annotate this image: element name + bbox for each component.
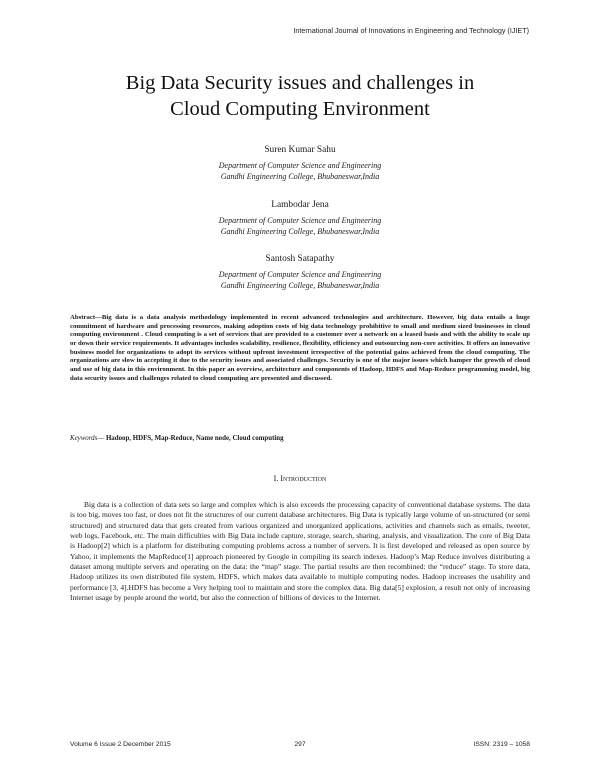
keywords-dash: —: [97, 435, 106, 442]
author-college: Gandhi Engineering College, Bhubaneswar,India: [220, 226, 380, 236]
author-name: Santosh Satapathy: [265, 254, 335, 264]
author-name: Suren Kumar Sahu: [264, 145, 336, 155]
author-department: Department of Computer Science and Engineering: [218, 161, 382, 170]
journal-header: International Journal of Innovations in Engineering and Technology (IJIET): [293, 26, 529, 35]
footer-issn: ISSN: 2319 – 1058: [473, 741, 530, 748]
keywords-value: Hadoop, HDFS, Map-Reduce, Name node, Cloud computing: [105, 435, 284, 442]
footer-volume: Volume 6 Issue 2 December 2015: [70, 741, 171, 748]
author-college: Gandhi Engineering College, Bhubaneswar,India: [220, 171, 380, 181]
keywords: [70, 435, 530, 442]
title-line-2: Cloud Computing Environment: [170, 98, 430, 120]
author-name: Lambodar Jena: [271, 200, 329, 210]
introduction-paragraph: Big data is a collection of data sets so large and complex which is also exceeds the processing capacity of conventional database systems. The data is too big, moves too fast, or does not fit the structures of our current database architectures. Big Data is typically large volume of un-structured (or semi structured) and structured data that gets created from various organized and unorganized applications, activities and channels such as emails, tweeter, web logs, Facebook, etc. The main difficulties with Big Data include capture, storage, search, sharing, analysis, and visualization. The core of Big Data is Hadoop[2] which is a platform for distributing computing problems across a number of servers. It is first developed and released as open source by Yahoo, it implements the MapReduce[1] approach pioneered by Google in compiling its search indexes. Hadoop’s Map Reduce involves distributing a dataset among multiple servers and operating on the data: the “map” stage. The partial results are then recombined: the “reduce” stage. To store data, Hadoop utilizes its own distributed file system, HDFS, which makes data available to multiple computing nodes. Hadoop increases the usability and performance [3, 4].HDFS has become a Very helping tool to maintain and store the complex data. Big data[5] explosion, a result not only of increasing Internet usage by people around the world, but also the connection of billions of devices to the Internet.: [70, 500, 530, 603]
keywords-label: Keywords: [70, 435, 98, 442]
section-title: Introduction: [280, 474, 327, 483]
author-college: Gandhi Engineering College, Bhubaneswar,India: [220, 280, 380, 290]
author-block-2: [0, 199, 600, 238]
footer-page-number: 297: [294, 741, 306, 748]
paper-title: [0, 70, 600, 122]
section-heading: [0, 474, 600, 483]
section-number: I.: [273, 474, 281, 483]
abstract: Abstract—Big data is a data analysis methodology implemented in recent advanced technologies and architecture. However, big data entails a huge commitment of hardware and processing resources, making adoption costs of big data technology prohibitive to small and medium sized businesses in cloud computing environment . Cloud computing is a set of services that are provided to a customer over a network on a leased basis and with the ability to scale up or down their service requirements. It advantages includes scalability, resilience, flexibility, efficiency and outsourcing non-core activities. It offers an innovative business model for organizations to adopt its services without upfront investment irrespective of the potential gains achieved from the cloud computing. The organizations are slow in accepting it due to the security issues and associated challenges. Security is one of the major issues which hamper the growth of cloud and use of big data in this environment. In this paper an overview, architecture and components of Hadoop, HDFS and Map-Reduce programming model, big data security issues and challenges related to cloud computing are presented and discussed.: [70, 314, 530, 382]
title-line-1: Big Data Security issues and challenges in: [125, 72, 475, 94]
author-block-1: [0, 144, 600, 183]
page-footer: [70, 741, 530, 751]
author-department: Department of Computer Science and Engineering: [218, 216, 382, 225]
author-department: Department of Computer Science and Engineering: [218, 270, 382, 279]
author-block-3: [0, 253, 600, 292]
